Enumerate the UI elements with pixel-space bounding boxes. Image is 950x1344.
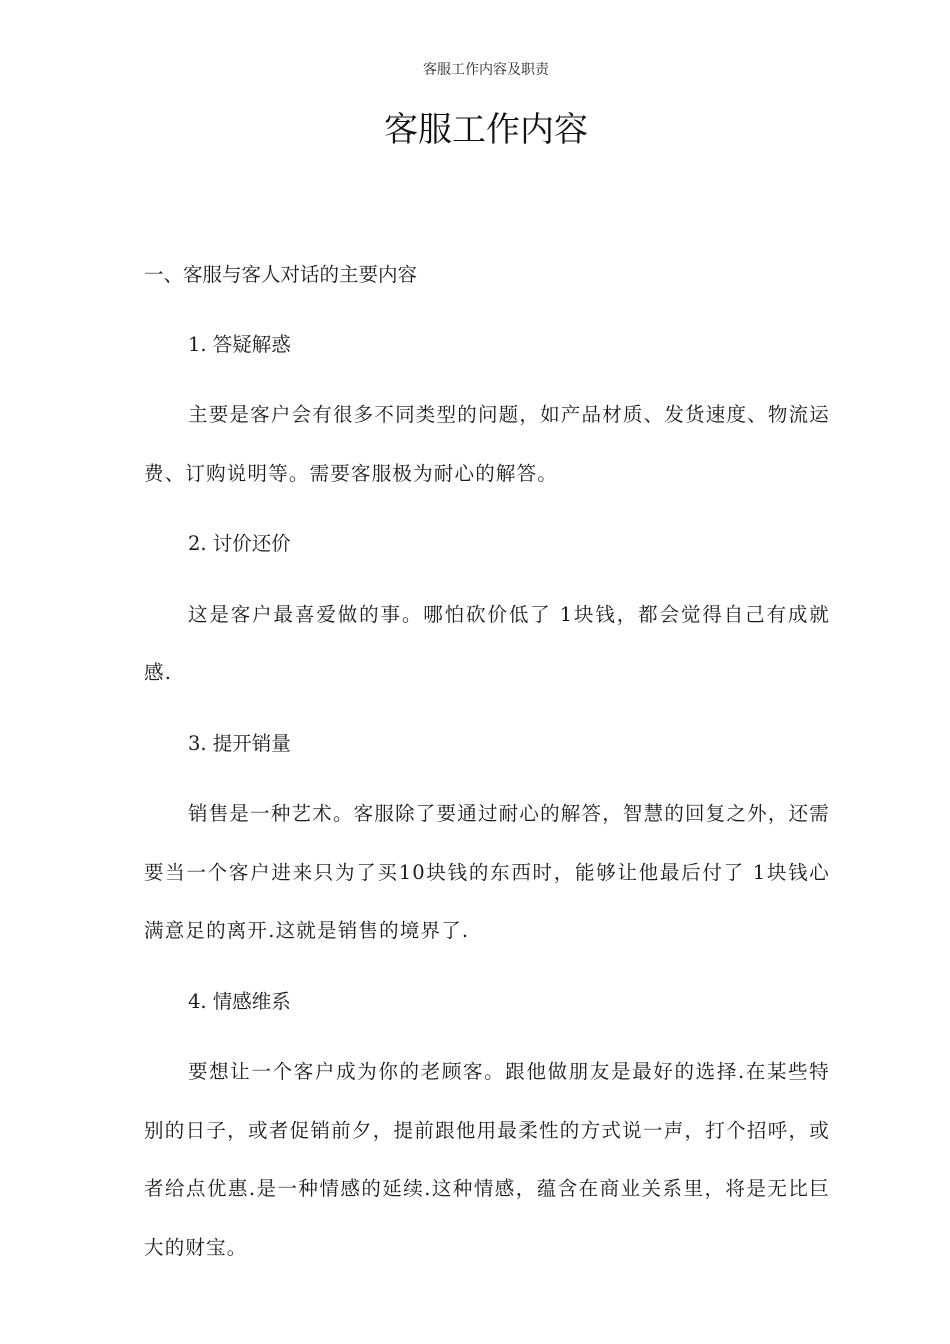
item-body-3: 销售是一种艺术。客服除了要通过耐心的解答，智慧的回复之外，还需要当一个客户进来只为了买10块钱的东西时，能够让他最后付了 1块钱心满意足的离开.这就是销售的境界了.	[144, 802, 830, 942]
item-heading-3: 3. 提开销量	[188, 731, 291, 755]
section-heading: 一、客服与客人对话的主要内容	[144, 263, 418, 286]
document-body	[144, 246, 830, 1277]
item-heading-1: 1. 答疑解惑	[188, 332, 291, 356]
item-heading-4: 4. 情感维系	[188, 989, 291, 1013]
item-body-1: 主要是客户会有很多不同类型的问题，如产品材质、发货速度、物流运费、订购说明等。需要客服极为耐心的解答。	[144, 403, 830, 485]
item-heading-2: 2. 讨价还价	[188, 532, 291, 555]
item-body-2: 这是客户最喜爱做的事。哪怕砍价低了 1块钱，都会觉得自己有成就感.	[144, 602, 830, 684]
item-body-4: 要想让一个客户成为你的老顾客。跟他做朋友是最好的选择.在某些特别的日子，或者促销前夕，提前跟他用最柔性的方式说一声，打个招呼，或者给点优惠.是一种情感的延续.这种情感，蕴含在商业关系里，将是无比巨大的财宝。	[144, 1060, 830, 1259]
document-title: 客服工作内容	[384, 110, 588, 150]
running-header: 客服工作内容及职责	[423, 62, 549, 78]
